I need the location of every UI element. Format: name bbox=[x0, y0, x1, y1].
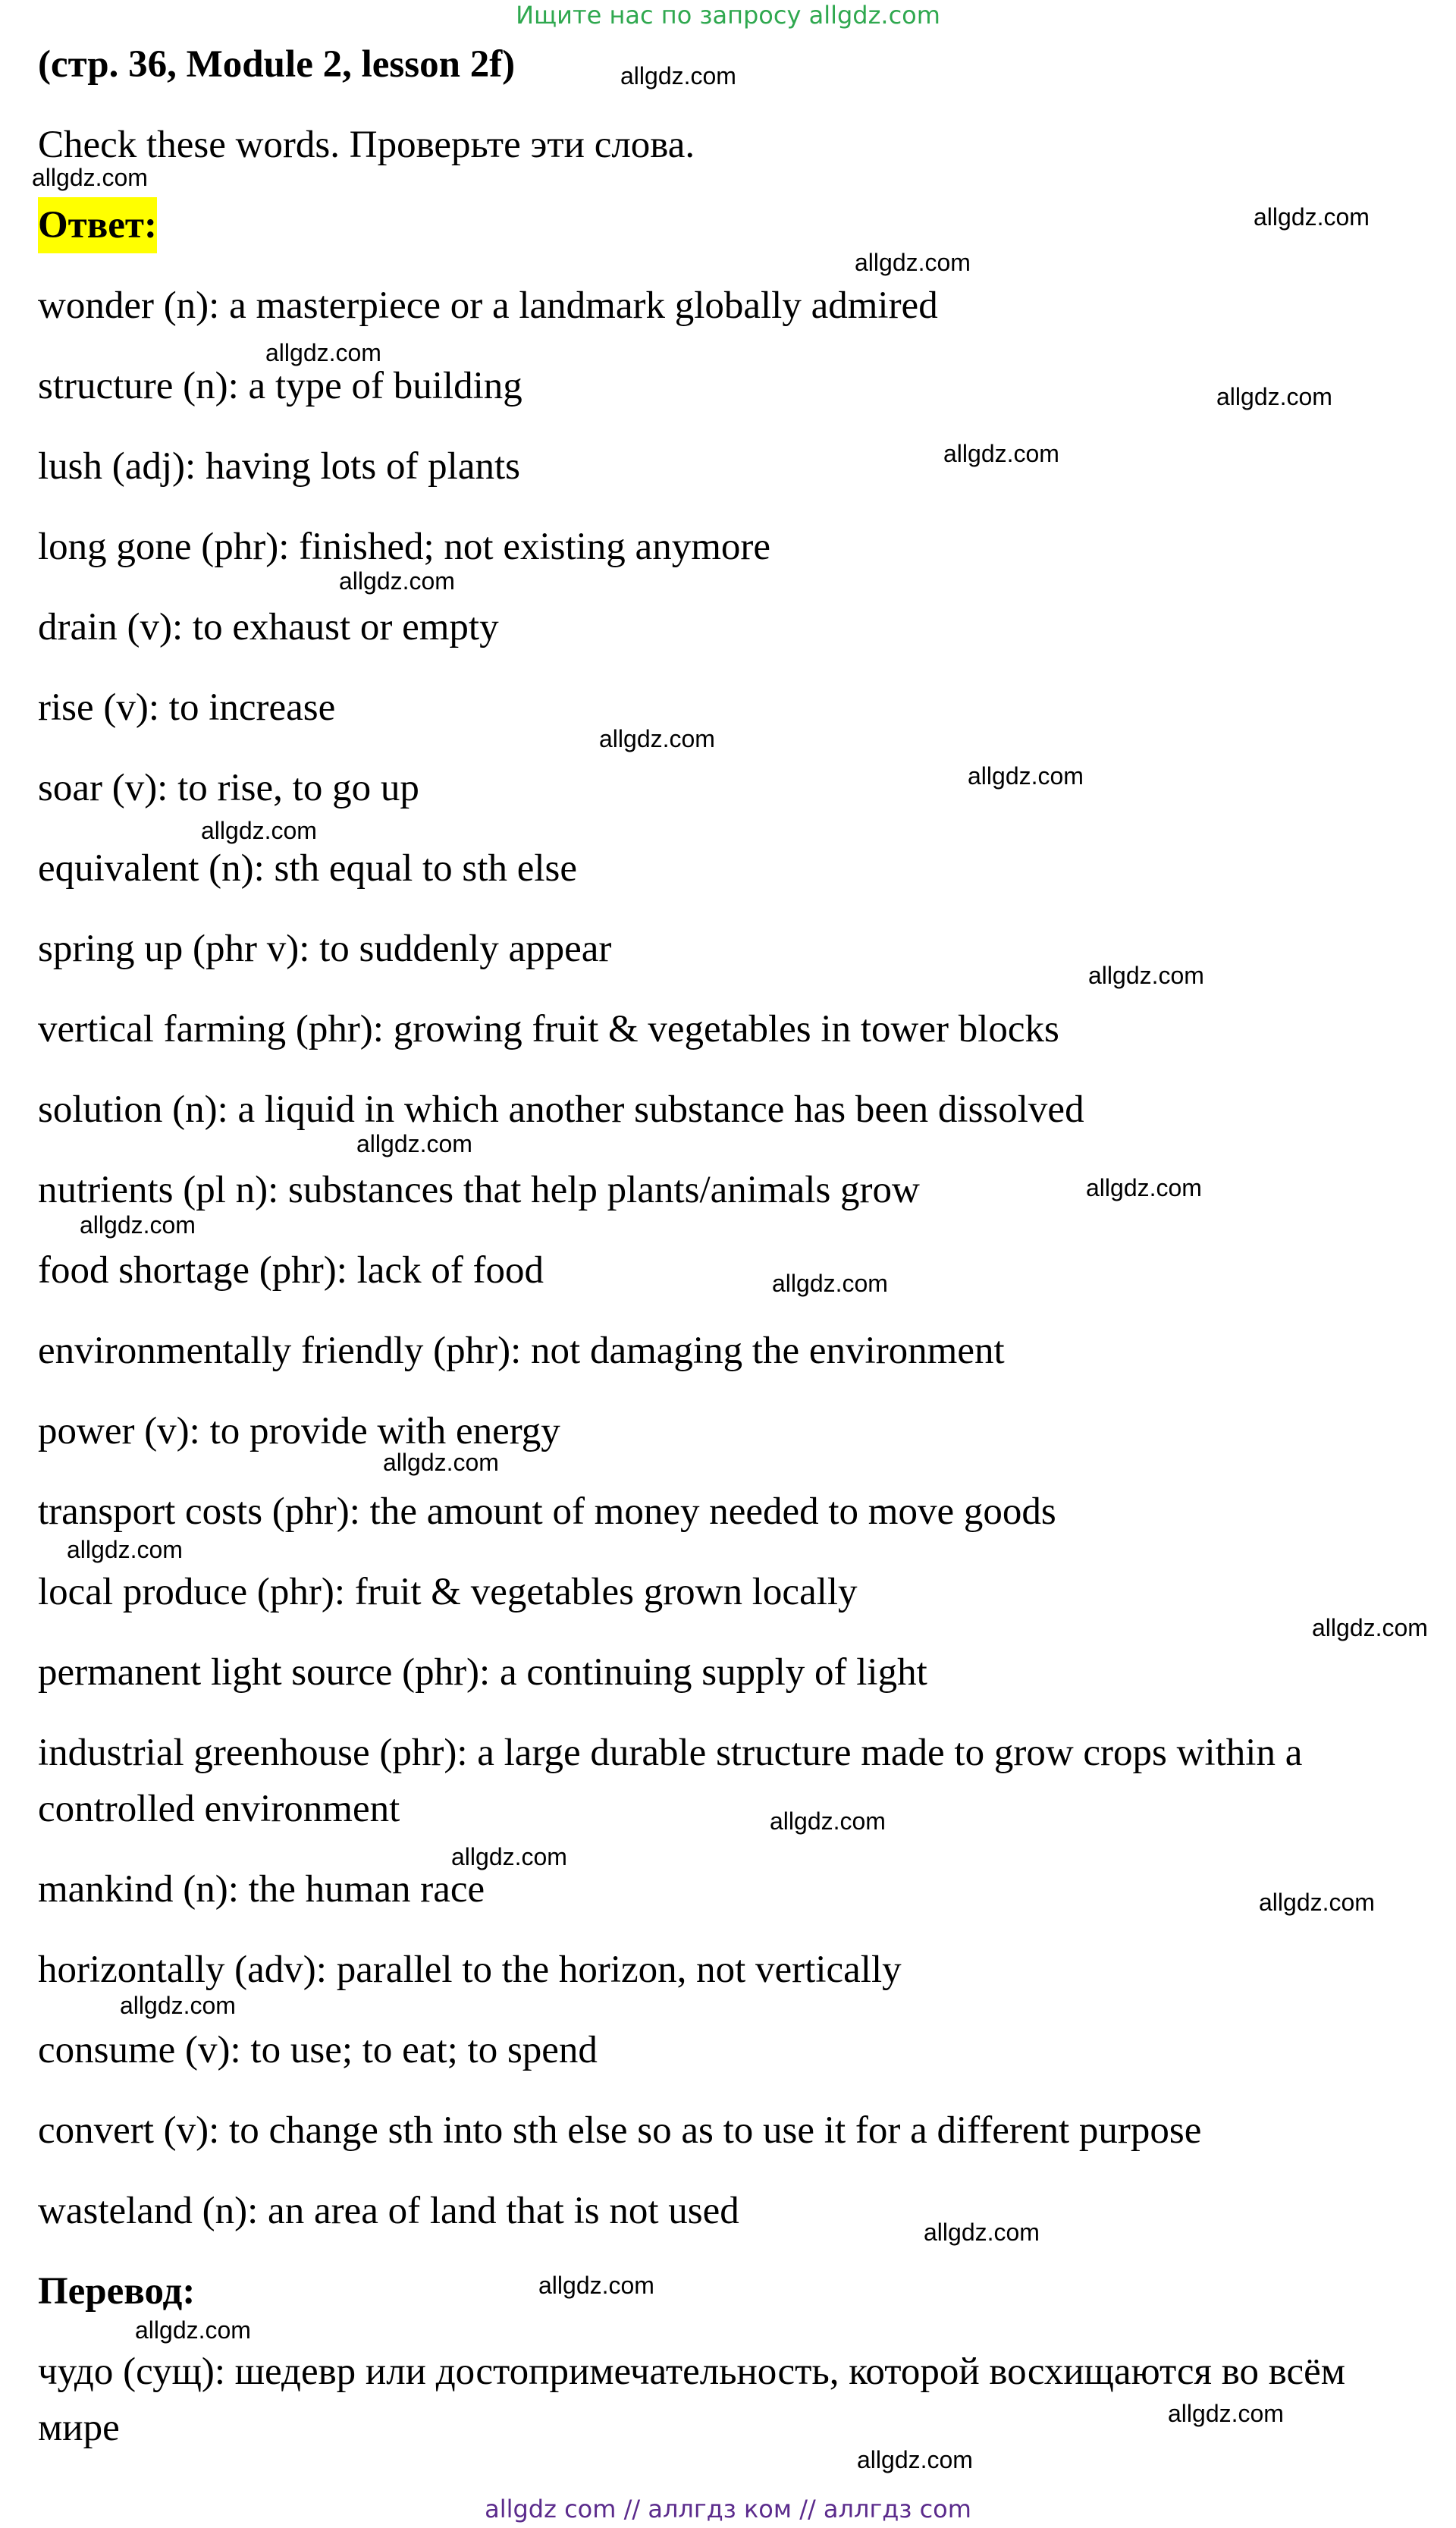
vocab-entry: wonder (n): a masterpiece or a landmark globally admired bbox=[38, 284, 938, 327]
translation-label: Перевод: bbox=[38, 2270, 196, 2313]
watermark: allgdz.com bbox=[201, 817, 317, 844]
vocab-entry: environmentally friendly (phr): not damaging the environment bbox=[38, 1330, 1005, 1372]
watermark: allgdz.com bbox=[538, 2272, 654, 2299]
watermark: allgdz.com bbox=[1086, 1174, 1202, 1201]
watermark: allgdz.com bbox=[599, 725, 715, 752]
translation-entry: чудо (сущ): шедевр или достопримечательность, которой восхищаются во всём мире bbox=[38, 2351, 1346, 2449]
watermark: allgdz.com bbox=[383, 1449, 499, 1476]
instruction-text: Check these words. Проверьте эти слова. bbox=[38, 124, 695, 166]
watermark: allgdz.com bbox=[857, 2446, 973, 2473]
watermark: allgdz.com bbox=[770, 1807, 886, 1835]
bottom-banner[interactable]: allgdz com // аллгдз ком // аллгдз com bbox=[485, 2495, 971, 2523]
answer-section-label bbox=[38, 197, 1433, 253]
vocab-entry: vertical farming (phr): growing fruit & vegetables in tower blocks bbox=[38, 1008, 1059, 1050]
vocab-entry: transport costs (phr): the amount of money needed to move goods bbox=[38, 1490, 1056, 1533]
vocab-entry: consume (v): to use; to eat; to spend bbox=[38, 2029, 598, 2071]
vocab-entry: nutrients (pl n): substances that help plants/animals grow bbox=[38, 1169, 920, 1211]
watermark: allgdz.com bbox=[943, 440, 1059, 467]
vocab-entry: industrial greenhouse (phr): a large durable structure made to grow crops within a controlled environment bbox=[38, 1732, 1303, 1830]
watermark: allgdz.com bbox=[924, 2219, 1040, 2246]
vocab-entry: rise (v): to increase bbox=[38, 686, 336, 729]
watermark: allgdz.com bbox=[1216, 383, 1332, 410]
answer-label: Ответ: bbox=[38, 197, 157, 253]
watermark: allgdz.com bbox=[1312, 1614, 1428, 1641]
vocab-entry: convert (v): to change sth into sth else so as to use it for a different purpose bbox=[38, 2109, 1202, 2152]
watermark: allgdz.com bbox=[339, 567, 455, 595]
page-heading: (стр. 36, Module 2, lesson 2f) bbox=[38, 43, 516, 86]
watermark: allgdz.com bbox=[451, 1843, 567, 1870]
vocab-entry: spring up (phr v): to suddenly appear bbox=[38, 928, 612, 970]
watermark: allgdz.com bbox=[356, 1130, 472, 1157]
vocab-entry: lush (adj): having lots of plants bbox=[38, 445, 521, 488]
watermark: allgdz.com bbox=[120, 1992, 236, 2019]
vocab-entry: permanent light source (phr): a continuing supply of light bbox=[38, 1651, 927, 1694]
vocab-entry: local produce (phr): fruit & vegetables grown locally bbox=[38, 1571, 858, 1613]
vocab-entry: power (v): to provide with energy bbox=[38, 1410, 560, 1452]
watermark: allgdz.com bbox=[1168, 2400, 1284, 2427]
watermark: allgdz.com bbox=[620, 62, 736, 90]
watermark: allgdz.com bbox=[1254, 203, 1370, 231]
vocab-entry: drain (v): to exhaust or empty bbox=[38, 606, 499, 648]
watermark: allgdz.com bbox=[1088, 962, 1204, 989]
vocab-entry: wasteland (n): an area of land that is not used bbox=[38, 2190, 739, 2232]
watermark: allgdz.com bbox=[772, 1270, 888, 1297]
watermark: allgdz.com bbox=[67, 1536, 183, 1563]
watermark: allgdz.com bbox=[855, 249, 971, 276]
vocab-entry: soar (v): to rise, to go up bbox=[38, 767, 419, 809]
vocab-entry: solution (n): a liquid in which another substance has been dissolved bbox=[38, 1088, 1084, 1131]
watermark: allgdz.com bbox=[32, 164, 148, 191]
watermark: allgdz.com bbox=[80, 1211, 196, 1239]
watermark: allgdz.com bbox=[1259, 1889, 1375, 1916]
vocab-entry: horizontally (adv): parallel to the horizon, not vertically bbox=[38, 1949, 902, 1991]
watermark: allgdz.com bbox=[265, 339, 381, 366]
vocab-entry: structure (n): a type of building bbox=[38, 365, 522, 407]
vocab-entry: equivalent (n): sth equal to sth else bbox=[38, 847, 577, 890]
top-banner[interactable]: Ищите нас по запросу allgdz.com bbox=[516, 1, 940, 30]
watermark: allgdz.com bbox=[968, 762, 1084, 790]
watermark: allgdz.com bbox=[135, 2316, 251, 2344]
vocab-entry: food shortage (phr): lack of food bbox=[38, 1249, 544, 1292]
vocab-entry: long gone (phr): finished; not existing anymore bbox=[38, 526, 770, 568]
vocab-entry: mankind (n): the human race bbox=[38, 1868, 485, 1911]
